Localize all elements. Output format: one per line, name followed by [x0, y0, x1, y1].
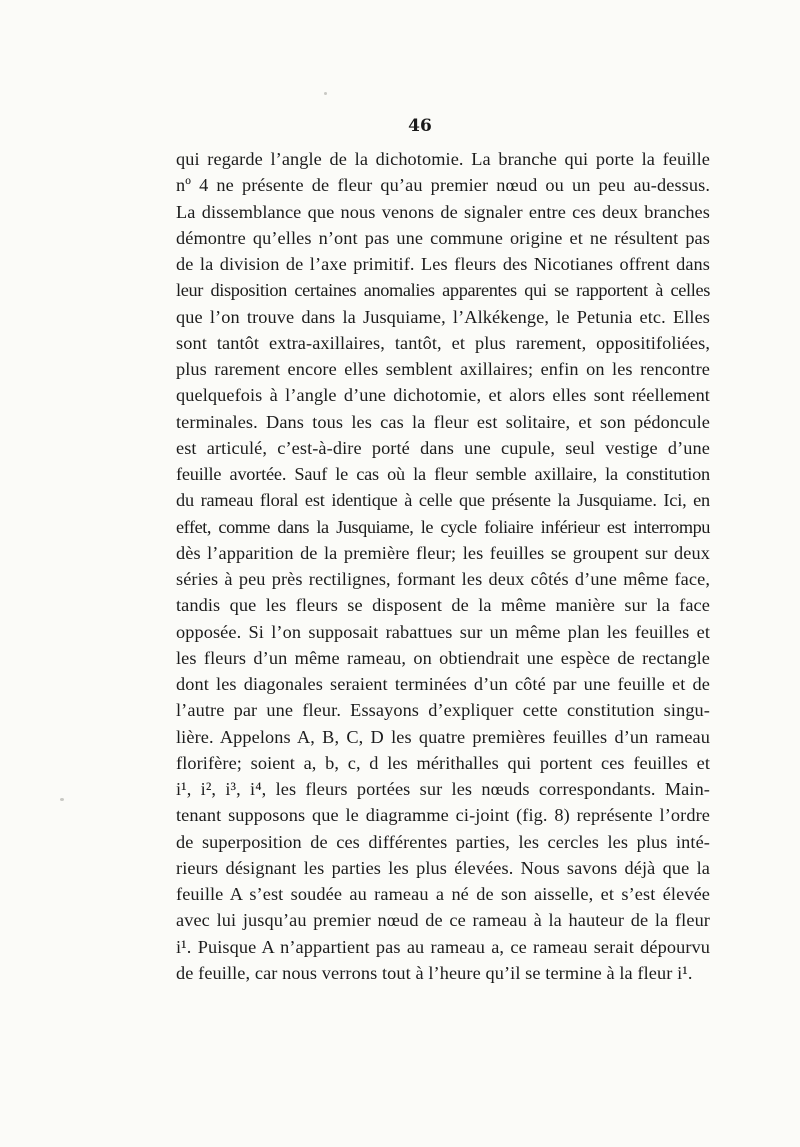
- paper-speck: [324, 92, 327, 95]
- text-line: les fleurs d’un même rameau, on obtiendrait une espèce de rectangle: [176, 647, 710, 668]
- text-line: florifère; soient a, b, c, d les mérithalles qui portent ces feuilles et: [176, 752, 710, 773]
- text-line: i¹, i², i³, i⁴, les fleurs portées sur les nœuds correspondants. Main-: [176, 779, 710, 799]
- text-line: effet, comme dans la Jusquiame, le cycle foliaire inférieur est interrompu: [176, 516, 710, 537]
- text-line: rieurs désignant les parties les plus élevées. Nous savons déjà que la: [176, 857, 710, 878]
- text-line: de feuille, car nous verrons tout à l’heure qu’il se termine à la fleur i¹.: [176, 962, 693, 983]
- text-line: plus rarement encore elles semblent axillaires; enfin on les rencontre: [176, 359, 710, 379]
- text-line: terminales. Dans tous les cas la fleur est solitaire, et son pédoncule: [176, 411, 710, 432]
- text-line: démontre qu’elles n’ont pas une commune origine et ne résultent pas: [176, 227, 710, 248]
- text-line: du rameau floral est identique à celle que présente la Jusquiame. Ici, en: [176, 490, 710, 511]
- paper-speck: [60, 798, 64, 801]
- text-line: quelquefois à l’angle d’une dichotomie, et alors elles sont réellement: [176, 385, 710, 406]
- text-line: que l’on trouve dans la Jusquiame, l’Alkékenge, le Petunia etc. Elles: [176, 306, 710, 327]
- text-line: feuille A s’est soudée au rameau a né de son aisselle, et s’est élevée: [176, 884, 710, 904]
- body-text: [176, 146, 710, 986]
- text-line: i¹. Puisque A n’appartient pas au rameau a, ce rameau serait dépourvu: [176, 936, 710, 957]
- text-line: sont tantôt extra-axillaires, tantôt, et plus rarement, oppositifoliées,: [176, 332, 710, 353]
- text-line: l’autre par une fleur. Essayons d’expliquer cette constitution singu-: [176, 700, 710, 721]
- text-line: dès l’apparition de la première fleur; les feuilles se groupent sur deux: [176, 542, 710, 563]
- text-line: lière. Appelons A, B, C, D les quatre premières feuilles d’un rameau: [176, 726, 710, 747]
- text-line: qui regarde l’angle de la dichotomie. La branche qui porte la feuille: [176, 149, 710, 169]
- text-line: est articulé, c’est-à-dire porté dans une cupule, seul vestige d’une: [176, 437, 710, 458]
- text-line: feuille avortée. Sauf le cas où la fleur semble axillaire, la constitution: [176, 464, 710, 484]
- text-line: La dissemblance que nous venons de signaler entre ces deux branches: [176, 201, 710, 222]
- text-line: de superposition de ces différentes parties, les cercles les plus inté-: [176, 831, 710, 852]
- text-line: tandis que les fleurs se disposent de la même manière sur la face: [176, 595, 710, 616]
- text-line: nº 4 ne présente de fleur qu’au premier nœud ou un peu au-dessus.: [176, 175, 710, 196]
- text-line: opposée. Si l’on supposait rabattues sur un même plan les feuilles et: [176, 621, 710, 642]
- text-line: dont les diagonales seraient terminées d’un côté par une feuille et de: [176, 674, 710, 694]
- text-line: avec lui jusqu’au premier nœud de ce rameau à la hauteur de la fleur: [176, 910, 710, 931]
- text-line: séries à peu près rectilignes, formant les deux côtés d’une même face,: [176, 569, 710, 589]
- text-line: de la division de l’axe primitif. Les fleurs des Nicotianes offrent dans: [176, 254, 710, 274]
- page-number: 46: [408, 116, 432, 136]
- text-line: leur disposition certaines anomalies apparentes qui se rapportent à celles: [176, 280, 710, 301]
- text-line: tenant supposons que le diagramme ci-joint (fig. 8) représente l’ordre: [176, 805, 710, 826]
